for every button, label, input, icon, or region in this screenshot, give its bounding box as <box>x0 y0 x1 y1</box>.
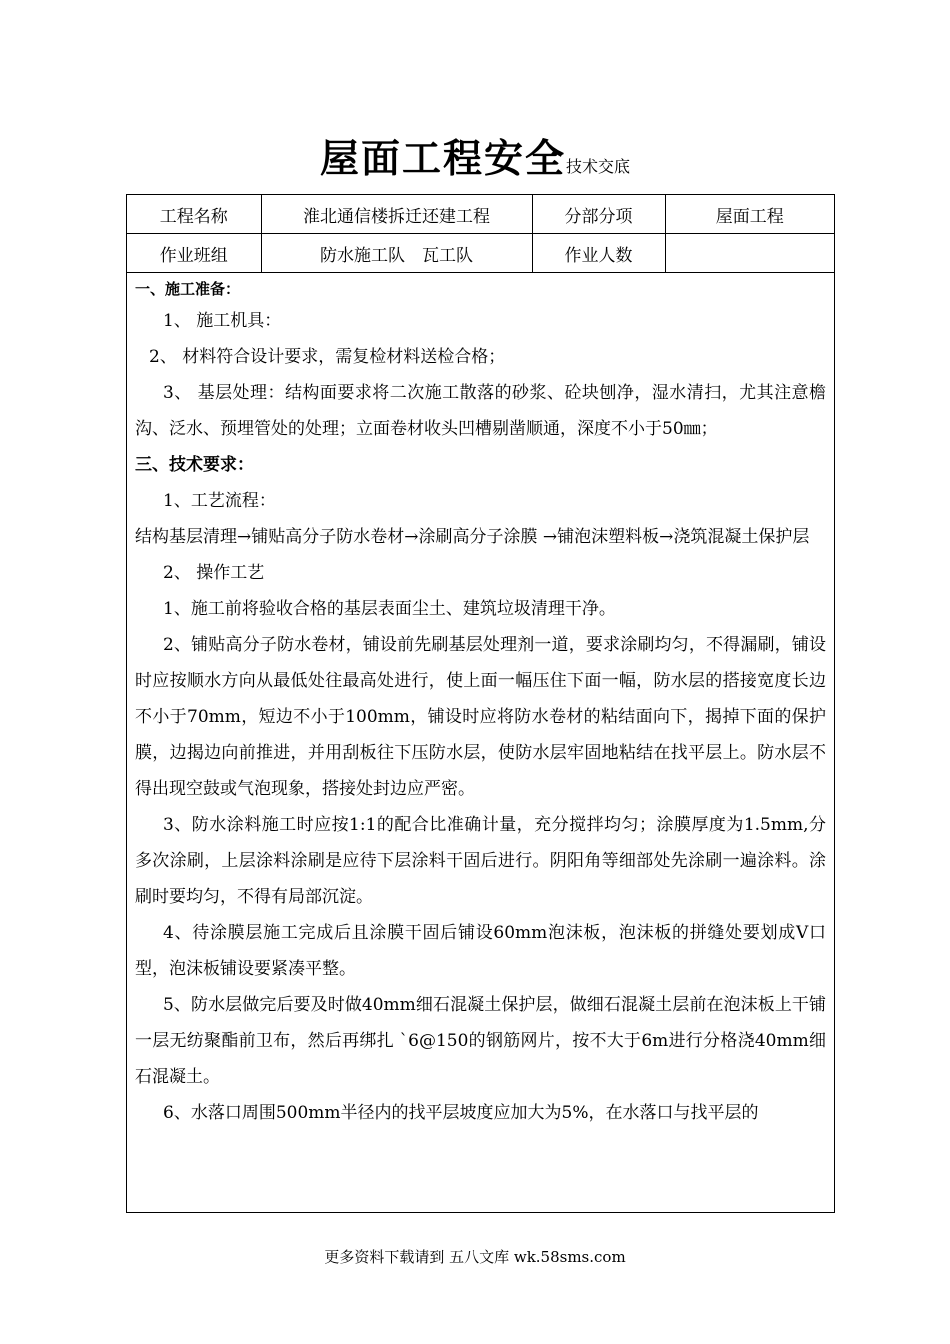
value-division: 屋面工程 <box>665 195 834 234</box>
paragraph-process-flow: 结构基层清理→铺贴高分子防水卷材→涂刷高分子涂膜 →铺泡沫塑料板→浇筑混凝土保护层 <box>135 527 810 547</box>
footer-note: 更多资料下载请到 五八文库 wk.58sms.com <box>324 1248 626 1266</box>
label-project-name: 工程名称 <box>127 195 261 234</box>
paragraph-materials: 2、 材料符合设计要求，需复检材料送检合格； <box>149 347 506 367</box>
info-table <box>127 195 834 273</box>
paragraph-operation-title: 2、 操作工艺 <box>163 563 265 583</box>
paragraph-step-4: 4、待涂膜层施工完成后且涂膜干固后铺设60mm泡沫板，泡沫板的拼缝处要划成V口型，泡沫板铺设要紧凑平整。 <box>135 923 826 979</box>
table-row <box>127 234 834 273</box>
value-worker-count <box>665 234 834 273</box>
paragraph-step-1: 1、施工前将验收合格的基层表面尘土、建筑垃圾清理干净。 <box>163 599 616 619</box>
paragraph-step-3: 3、防水涂料施工时应按1:1的配合比准确计量，充分搅拌均匀；涂膜厚度为1.5mm,分多次涂刷，上层涂料涂刷是应待下层涂料干固后进行。阴阳角等细部处先涂刷一遍涂料。涂刷时要均匀，不得有局部沉淀。 <box>135 815 826 907</box>
paragraph-step-2: 2、铺贴高分子防水卷材，铺设前先刷基层处理剂一道，要求涂刷均匀，不得漏刷，铺设时应按顺水方向从最低处往最高处进行，使上面一幅压住下面一幅，防水层的搭接宽度长边不小于70mm，短边不小于100mm，铺设时应将防水卷材的粘结面向下，揭掉下面的保护膜，边揭边向前推进，并用刮板往下压防水层，使防水层牢固地粘结在找平层上。防水层不得出现空鼓或气泡现象，搭接处封边应严密。 <box>135 635 826 799</box>
section-heading-preparation: 一、施工准备： <box>135 280 241 298</box>
value-project-name: 淮北通信楼拆迁还建工程 <box>261 195 532 234</box>
title-main: 屋面工程安全 <box>319 136 566 182</box>
value-work-team: 防水施工队 瓦工队 <box>261 234 532 273</box>
paragraph-process-title: 1、工艺流程： <box>163 491 276 511</box>
table-row <box>127 195 834 234</box>
label-worker-count: 作业人数 <box>532 234 665 273</box>
document-title <box>0 128 950 184</box>
section-heading-technical: 三、技术要求： <box>135 455 254 475</box>
label-work-team: 作业班组 <box>127 234 261 273</box>
title-sub: 技术交底 <box>566 157 631 176</box>
disclosure-form <box>126 194 835 1213</box>
paragraph-step-6: 6、水落口周围500mm半径内的找平层坡度应加大为5%，在水落口与找平层的 <box>163 1103 759 1123</box>
disclosure-content <box>127 273 834 1131</box>
paragraph-base-treatment: 3、 基层处理：结构面要求将二次施工散落的砂浆、砼块刨净，湿水清扫，尤其注意檐沟、泛水、预埋管处的处理；立面卷材收头凹槽剔凿顺通，深度不小于50㎜； <box>135 383 826 439</box>
paragraph-tools: 1、 施工机具： <box>163 311 282 331</box>
label-division: 分部分项 <box>532 195 665 234</box>
paragraph-step-5: 5、防水层做完后要及时做40mm细石混凝土保护层，做细石混凝土层前在泡沫板上干铺一层无纺聚酯前卫布，然后再绑扎 `6@150的钢筋网片，按不大于6m进行分格浇40mm细石混凝土。 <box>135 995 826 1087</box>
